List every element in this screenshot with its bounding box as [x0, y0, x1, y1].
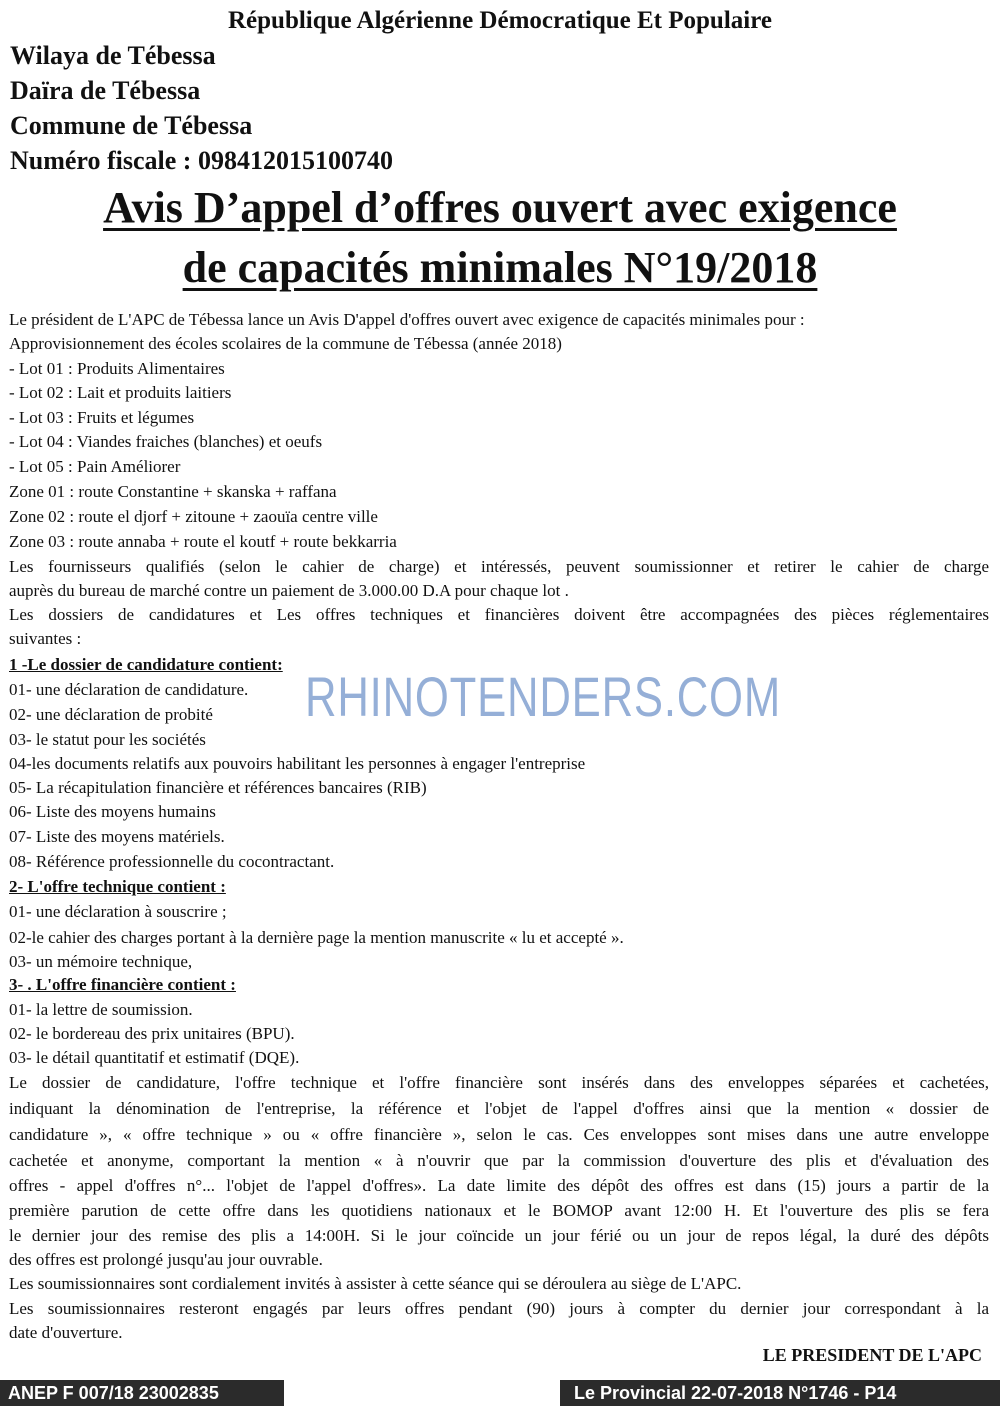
- lot-item: - Lot 05 : Pain Améliorer: [9, 457, 181, 476]
- section1-item: 06- Liste des moyens humains: [9, 802, 216, 821]
- section1-item: 02- une déclaration de probité: [9, 705, 213, 724]
- section2-heading-row: [9, 875, 989, 899]
- dossiers-text: Les dossiers de candidatures et Les offres techniques et financières doivent être accompagnées des pièces réglementaires: [9, 605, 989, 624]
- suppliers-text: auprès du bureau de marché contre un paiement de 3.000.00 D.A pour chaque lot .: [9, 581, 569, 600]
- section3-item: 03- le détail quantitatif et estimatif (DQE).: [9, 1048, 300, 1067]
- suppliers-text: Les fournisseurs qualifiés (selon le cahier de charge) et intéressés, peuvent soumissionner et retirer le cahier de charge: [9, 557, 989, 576]
- daira-line: Daïra de Tébessa: [10, 76, 201, 105]
- engaged-text: Les soumissionnaires resteront engagés par leurs offres pendant (90) jours à compter du dernier jour correspondant à la: [9, 1299, 989, 1318]
- lot-item: - Lot 04 : Viandes fraiches (blanches) et oeufs: [9, 432, 323, 451]
- section2-item: 03- un mémoire technique,: [9, 952, 193, 971]
- zone-item: Zone 02 : route el djorf + zitoune + zaouïa centre ville: [9, 507, 378, 526]
- fiscal-number: Numéro fiscale : 098412015100740: [10, 146, 393, 175]
- president-signature: LE PRESIDENT DE L'APC: [762, 1345, 982, 1365]
- section2-heading: 2- L'offre technique contient :: [9, 877, 226, 896]
- conditions-text: offres - appel d'offres n°... l'objet de l'appel d'offres». La date limite des dépôt des offres est dans (15) jours a partir de la: [9, 1176, 989, 1195]
- section1-item: 05- La récapitulation financière et références bancaires (RIB): [9, 778, 427, 797]
- notice-title-line1: Avis D’appel d’offres ouvert avec exigence: [103, 183, 897, 232]
- republic-heading: République Algérienne Démocratique Et Populaire: [228, 7, 772, 34]
- conditions-text: le dernier jour des remise des plis a 14:00H. Si le jour coïncide un jour férié ou un jour de repos légal, la duré des dépôts: [9, 1226, 989, 1245]
- dossiers-text: suivantes :: [9, 629, 82, 648]
- conditions-text: première parution de cette offre dans les quotidiens nationaux et le BOMOP avant 12:00 H. Et l'ouverture des plis se fera: [9, 1201, 989, 1220]
- section1-item: 01- une déclaration de candidature.: [9, 680, 249, 699]
- intro-line: Approvisionnement des écoles scolaires de la commune de Tébessa (année 2018): [9, 334, 562, 353]
- section3-item: 02- le bordereau des prix unitaires (BPU).: [9, 1024, 295, 1043]
- section3-heading-row: [9, 973, 989, 997]
- conditions-text: candidature », « offre technique » ou « offre financière », selon le cas. Ces enveloppes sont mises dans une autre enveloppe: [9, 1125, 989, 1144]
- section1-item: 08- Référence professionnelle du cocontractant.: [9, 852, 335, 871]
- invite-text: Les soumissionnaires sont cordialement invités à assister à cette séance qui se déroulera au siège de L'APC.: [9, 1274, 742, 1293]
- intro-line: Le président de L'APC de Tébessa lance un Avis D'appel d'offres ouvert avec exigence de capacités minimales pour :: [9, 310, 805, 329]
- section1-item: 03- le statut pour les sociétés: [9, 730, 206, 749]
- conditions-text: cachetée et anonyme, comportant la mention « à n'ouvrir que par la commission d'ouverture des plis et d'évaluation des: [9, 1151, 989, 1170]
- commune-line: Commune de Tébessa: [10, 111, 253, 140]
- section1-heading-row: [9, 653, 989, 677]
- section3-item: 01- la lettre de soumission.: [9, 1000, 193, 1019]
- publication-reference: Le Provincial 22-07-2018 N°1746 - P14: [560, 1380, 1000, 1406]
- section3-heading: 3- . L'offre financière contient :: [9, 975, 236, 994]
- lot-item: - Lot 01 : Produits Alimentaires: [9, 359, 225, 378]
- zone-item: Zone 01 : route Constantine + skanska + raffana: [9, 482, 337, 501]
- lot-item: - Lot 03 : Fruits et légumes: [9, 408, 195, 427]
- section2-item: 02-le cahier des charges portant à la dernière page la mention manuscrite « lu et accepté ».: [9, 928, 624, 947]
- engaged-text: date d'ouverture.: [9, 1323, 123, 1342]
- conditions-text: Le dossier de candidature, l'offre technique et l'offre financière sont insérés dans des enveloppes séparées et cachetées,: [9, 1073, 989, 1092]
- section1-item: 04-les documents relatifs aux pouvoirs habilitant les personnes à engager l'entreprise: [9, 754, 586, 773]
- notice-title-line2: de capacités minimales N°19/2018: [182, 243, 818, 292]
- section1-item: 07- Liste des moyens matériels.: [9, 827, 225, 846]
- wilaya-line: Wilaya de Tébessa: [10, 41, 216, 70]
- watermark: RHINOTENDERS.COM: [305, 665, 781, 728]
- section2-item: 01- une déclaration à souscrire ;: [9, 902, 227, 921]
- anep-reference: ANEP F 007/18 23002835: [0, 1380, 284, 1406]
- lot-item: - Lot 02 : Lait et produits laitiers: [9, 383, 232, 402]
- section1-heading: 1 -Le dossier de candidature contient:: [9, 655, 283, 674]
- conditions-text: des offres est prolongé jusqu'au jour ouvrable.: [9, 1250, 323, 1269]
- conditions-text: indiquant la dénomination de l'entreprise, la référence et l'objet de l'appel d'offres ainsi que la mention « dossier de: [9, 1099, 989, 1118]
- zone-item: Zone 03 : route annaba + route el koutf + route bekkarria: [9, 532, 397, 551]
